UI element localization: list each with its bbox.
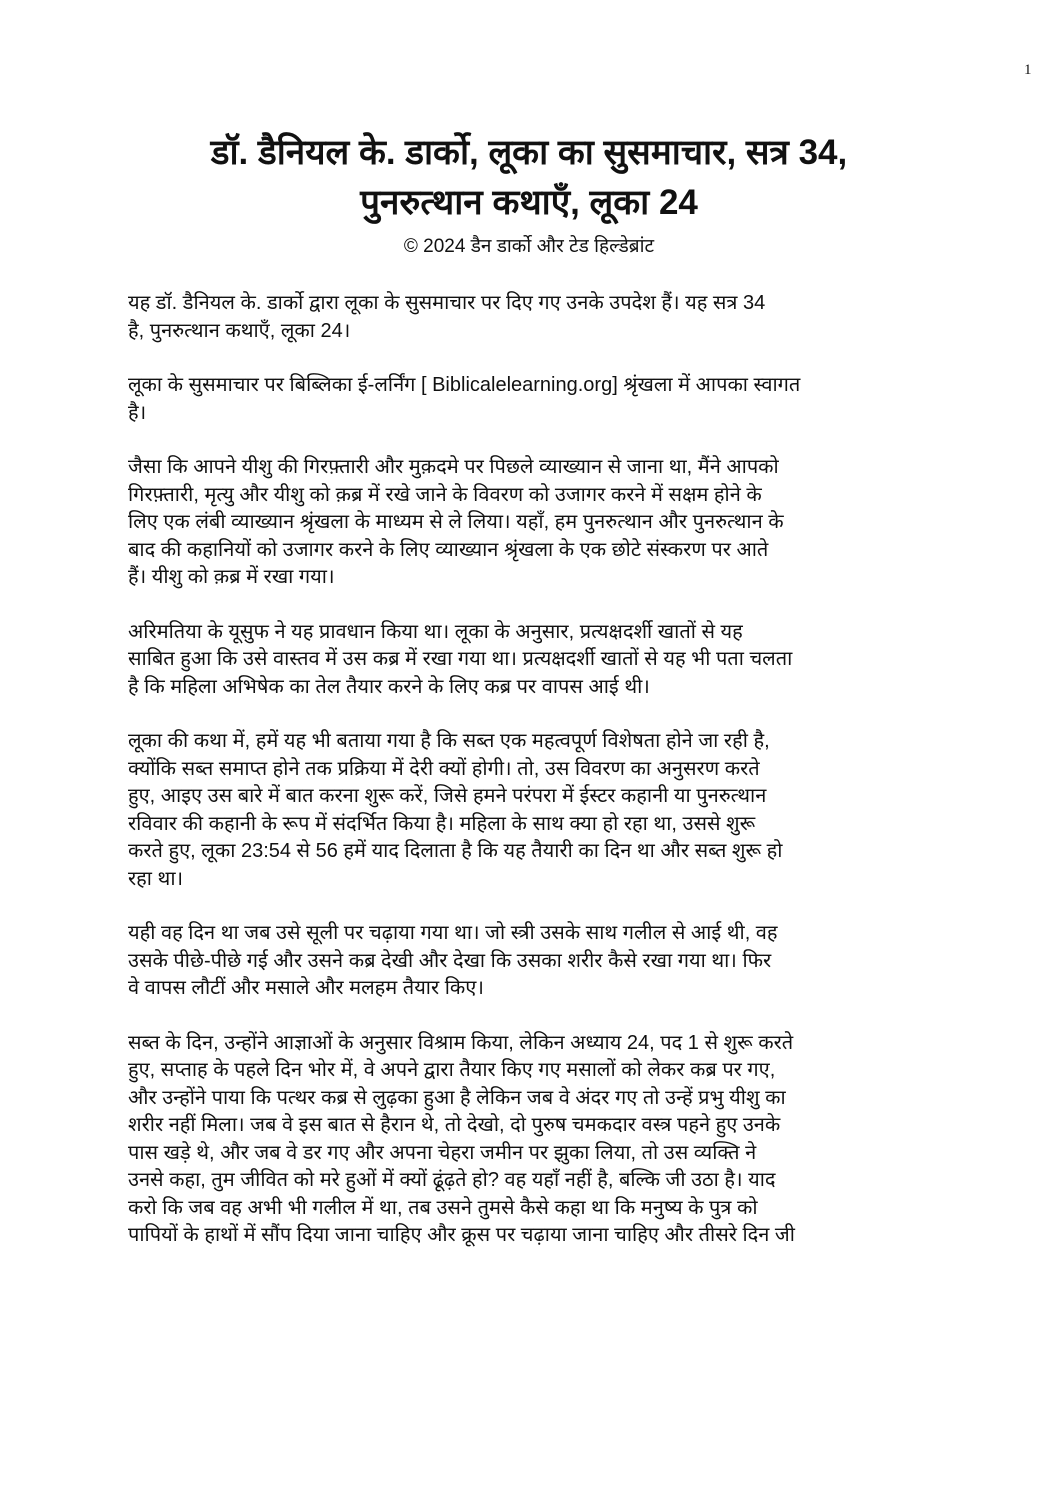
text-line: हैं। यीशु को क़ब्र में रखा गया।: [128, 566, 335, 588]
text-line: लूका के सुसमाचार पर बिब्लिका ई-लर्निंग [ Biblicalelearning.org] श्रृंखला में आपका स्वागत: [128, 374, 801, 396]
text-line: हुए, सप्ताह के पहले दिन भोर में, वे अपने द्वारा तैयार किए गए मसालों को लेकर कब्र पर गए,: [128, 1059, 776, 1081]
text-line: उनसे कहा, तुम जीवित को मरे हुओं में क्यों ढूंढ़ते हो? वह यहाँ नहीं है, बल्कि जी उठा है। याद: [128, 1169, 776, 1191]
paragraph: [128, 1030, 928, 1250]
text-line: क्योंकि सब्त समाप्त होने तक प्रक्रिया में देरी क्यों होगी। तो, उस विवरण का अनुसरण करते: [128, 757, 760, 780]
text-line: पास खड़े थे, और जब वे डर गए और अपना चेहरा जमीन पर झुका लिया, तो उस व्यक्ति ने: [128, 1141, 757, 1164]
text-line: अरिमतिया के यूसुफ ने यह प्रावधान किया था। लूका के अनुसार, प्रत्यक्षदर्शी खातों से यह: [128, 620, 743, 643]
text-line: शरीर नहीं मिला। जब वे इस बात से हैरान थे, तो देखो, दो पुरुष चमकदार वस्त्र पहने हुए उनके: [128, 1114, 781, 1136]
text-line: रहा था।: [128, 867, 184, 890]
text-line: करते हुए, लूका 23:54 से 56 हमें याद दिलाता है कि यह तैयारी का दिन था और सब्त शुरू हो: [128, 840, 783, 862]
text-line: है कि महिला अभिषेक का तेल तैयार करने के लिए कब्र पर वापस आई थी।: [128, 675, 650, 698]
title-line: पुनरुत्थान कथाएँ, लूका 24: [360, 183, 698, 222]
text-line: और उन्होंने पाया कि पत्थर कब्र से लुढ़का हुआ है लेकिन जब वे अंदर गए तो उन्हें प्रभु यीशु का: [128, 1086, 786, 1109]
text-line: पापियों के हाथों में सौंप दिया जाना चाहिए और क्रूस पर चढ़ाया जाना चाहिए और तीसरे दिन जी: [128, 1224, 795, 1246]
text-line: लूका की कथा में, हमें यह भी बताया गया है कि सब्त एक महत्वपूर्ण विशेषता होने जा रही है,: [128, 730, 770, 752]
text-line: साबित हुआ कि उसे वास्तव में उस कब्र में रखा गया था। प्रत्यक्षदर्शी खातों से यह भी पता चलता: [128, 648, 793, 670]
text-line: वे वापस लौटीं और मसाले और मलहम तैयार किए।: [128, 977, 484, 999]
text-line: जैसा कि आपने यीशु की गिरफ़्तारी और मुक़दमे पर पिछले व्याख्यान से जाना था, मैंने आपको: [128, 456, 779, 478]
text-line: रविवार की कहानी के रूप में संदर्भित किया है। महिला के साथ क्या हो रहा था, उससे शुरू: [128, 812, 756, 835]
paragraph: [128, 454, 928, 592]
paragraph: [128, 619, 928, 702]
text-line: लिए एक लंबी व्याख्यान श्रृंखला के माध्यम से ले लिया। यहाँ, हम पुनरुत्थान और पुनरुत्थान के: [128, 511, 784, 533]
text-line: है, पुनरुत्थान कथाएँ, लूका 24।: [128, 319, 351, 342]
text-line: है।: [128, 401, 147, 424]
page-number: 1: [1024, 62, 1032, 78]
paragraph: [128, 920, 928, 1003]
text-line: सब्त के दिन, उन्होंने आज्ञाओं के अनुसार विश्राम किया, लेकिन अध्याय 24, पद 1 से शुरू करते: [128, 1031, 794, 1054]
text-line: करो कि जब वह अभी भी गलील में था, तब उसने तुमसे कैसे कहा था कि मनुष्य के पुत्र को: [128, 1196, 758, 1219]
paragraph: [128, 290, 928, 345]
document-body: [128, 290, 928, 1277]
text-line: बाद की कहानियों को उजागर करने के लिए व्याख्यान श्रृंखला के एक छोटे संस्करण पर आते: [128, 538, 769, 561]
title-line: डॉ. डैनियल के. डार्को, लूका का सुसमाचार, सत्र 34,: [210, 133, 848, 172]
copyright-notice: © 2024 डैन डार्को और टेड हिल्डेब्रांट: [403, 236, 655, 257]
text-line: गिरफ़्तारी, मृत्यु और यीशु को क़ब्र में रखे जाने के विवरण को उजागर करने में सक्षम होने के: [128, 483, 762, 506]
document-title: [0, 128, 1058, 228]
text-line: यह डॉ. डैनियल के. डार्को द्वारा लूका के सुसमाचार पर दिए गए उनके उपदेश हैं। यह सत्र 34: [128, 292, 766, 314]
paragraph: [128, 728, 928, 893]
text-line: हुए, आइए उस बारे में बात करना शुरू करें, जिसे हमने परंपरा में ईस्टर कहानी या पुनरुत्थान: [128, 785, 767, 807]
text-line: उसके पीछे-पीछे गई और उसने कब्र देखी और देखा कि उसका शरीर कैसे रखा गया था। फिर: [128, 949, 772, 972]
paragraph: [128, 372, 928, 427]
text-line: यही वह दिन था जब उसे सूली पर चढ़ाया गया था। जो स्त्री उसके साथ गलील से आई थी, वह: [128, 922, 778, 944]
